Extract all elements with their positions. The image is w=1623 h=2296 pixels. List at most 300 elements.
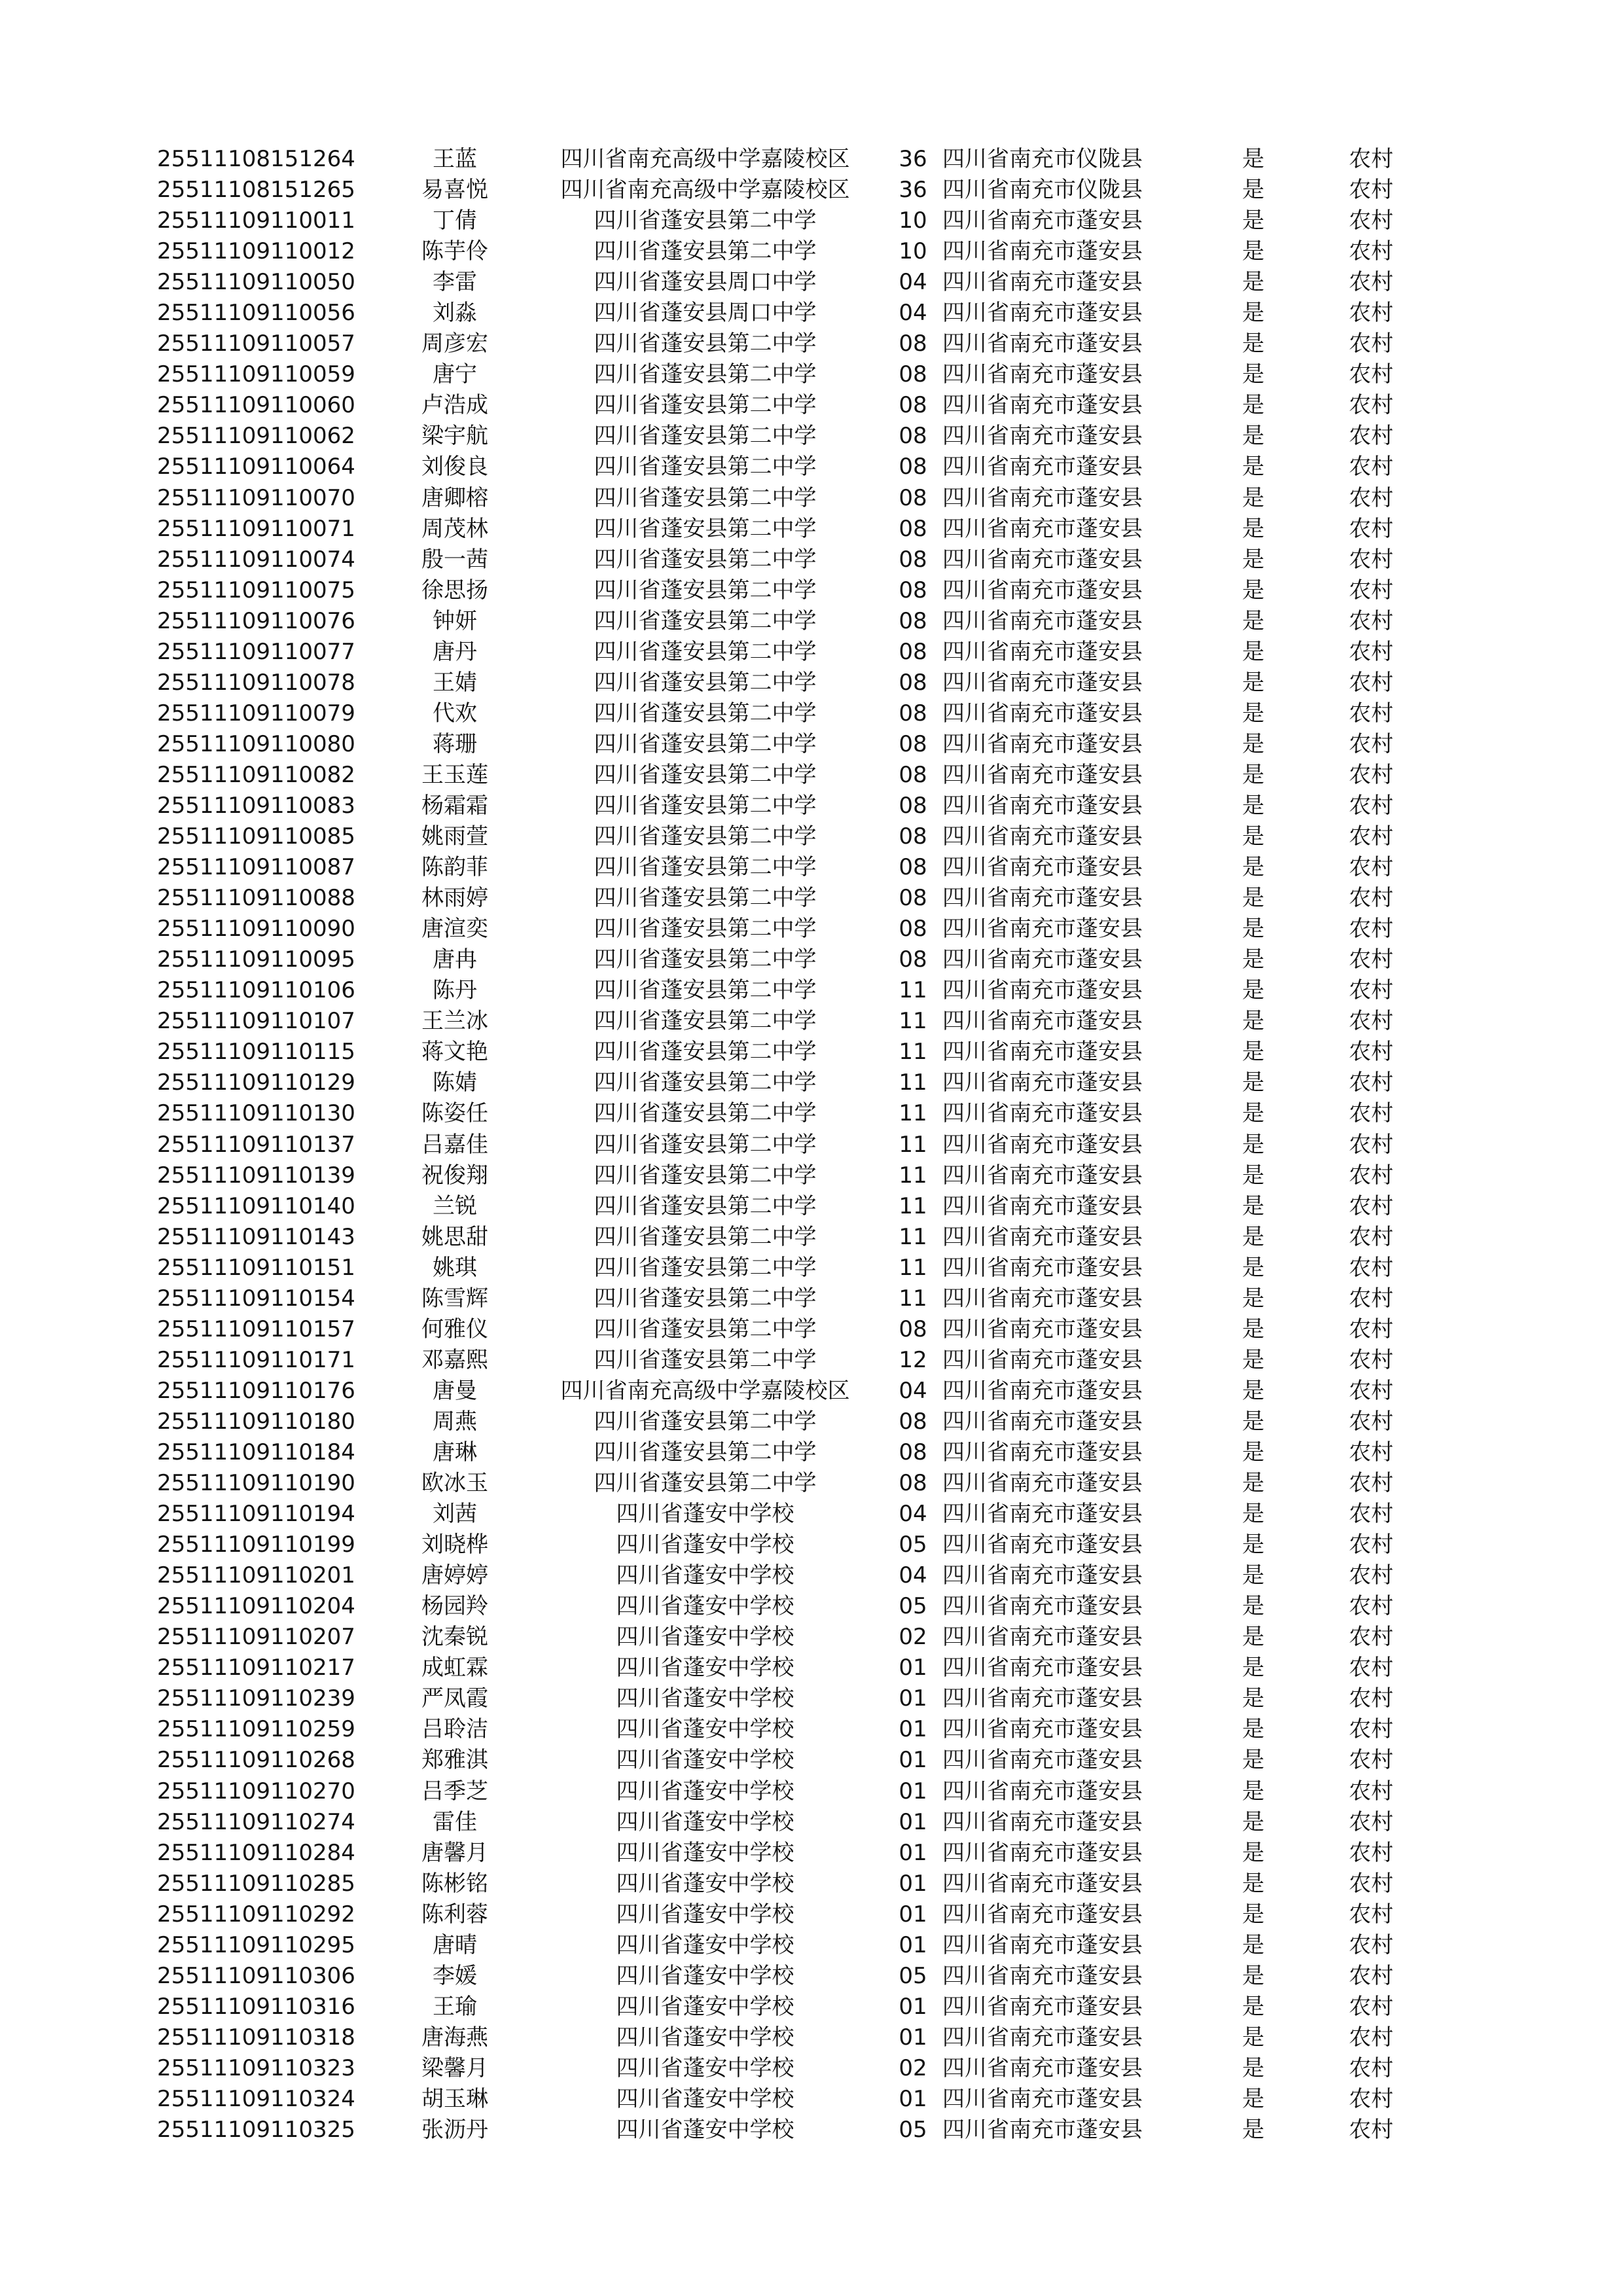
school-cell: 四川省蓬安中学校 — [616, 1808, 794, 1835]
table-row — [157, 1253, 1433, 1283]
region-cell: 四川省南充市蓬安县 — [942, 854, 1143, 881]
exam-number-cell: 25511109110154 — [157, 1285, 355, 1312]
region-cell: 四川省南充市蓬安县 — [942, 1100, 1143, 1127]
exam-number-cell: 25511109110106 — [157, 977, 355, 1004]
student-name-cell: 刘茜 — [433, 1501, 477, 1528]
residence-type-cell: 农村 — [1349, 1931, 1393, 1958]
residence-type-cell: 农村 — [1349, 1747, 1393, 1774]
student-name-cell: 蒋文艳 — [421, 1039, 488, 1066]
student-name-cell: 蒋珊 — [433, 730, 477, 757]
exam-number-cell: 25511109110306 — [157, 1962, 355, 1989]
class-code-cell: 08 — [899, 484, 927, 511]
exam-number-cell: 25511109110070 — [157, 484, 355, 511]
table-row — [157, 1930, 1433, 1961]
residence-type-cell: 农村 — [1349, 1408, 1393, 1435]
exam-number-cell: 25511109110107 — [157, 1008, 355, 1035]
exam-number-cell: 25511109110259 — [157, 1716, 355, 1743]
school-cell: 四川省蓬安县第二中学 — [594, 761, 817, 788]
residence-type-cell: 农村 — [1349, 977, 1393, 1004]
table-row — [157, 668, 1433, 698]
eligibility-cell: 是 — [1242, 177, 1264, 204]
eligibility-cell: 是 — [1242, 515, 1264, 542]
school-cell: 四川省蓬安县第二中学 — [594, 331, 817, 357]
student-name-cell: 唐海燕 — [421, 2024, 488, 2051]
residence-type-cell: 农村 — [1349, 1624, 1393, 1651]
eligibility-cell: 是 — [1242, 1069, 1264, 1096]
student-name-cell: 成虹霖 — [421, 1655, 488, 1681]
student-name-cell: 唐卿榕 — [421, 484, 488, 511]
class-code-cell: 01 — [899, 1901, 927, 1928]
exam-number-cell: 25511109110270 — [157, 1778, 355, 1804]
region-cell: 四川省南充市蓬安县 — [942, 300, 1143, 327]
table-row — [157, 1407, 1433, 1437]
exam-number-cell: 25511109110268 — [157, 1747, 355, 1774]
region-cell: 四川省南充市蓬安县 — [942, 946, 1143, 973]
eligibility-cell: 是 — [1242, 1562, 1264, 1589]
class-code-cell: 08 — [899, 669, 927, 696]
exam-number-cell: 25511109110139 — [157, 1162, 355, 1189]
table-row — [157, 1530, 1433, 1560]
table-row — [157, 1745, 1433, 1776]
residence-type-cell: 农村 — [1349, 515, 1393, 542]
eligibility-cell: 是 — [1242, 1778, 1264, 1804]
school-cell: 四川省蓬安县第二中学 — [594, 885, 817, 912]
region-cell: 四川省南充市蓬安县 — [942, 484, 1143, 511]
school-cell: 四川省蓬安县周口中学 — [594, 269, 817, 296]
class-code-cell: 01 — [899, 1716, 927, 1743]
eligibility-cell: 是 — [1242, 423, 1264, 450]
school-cell: 四川省蓬安县第二中学 — [594, 454, 817, 480]
region-cell: 四川省南充市蓬安县 — [942, 1562, 1143, 1589]
eligibility-cell: 是 — [1242, 1346, 1264, 1373]
residence-type-cell: 农村 — [1349, 793, 1393, 819]
region-cell: 四川省南充市蓬安县 — [942, 1624, 1143, 1651]
table-row — [157, 821, 1433, 852]
eligibility-cell: 是 — [1242, 146, 1264, 173]
table-row — [157, 2053, 1433, 2084]
class-code-cell: 11 — [899, 1069, 927, 1096]
school-cell: 四川省蓬安中学校 — [616, 1562, 794, 1589]
eligibility-cell: 是 — [1242, 2024, 1264, 2051]
school-cell: 四川省蓬安中学校 — [616, 2085, 794, 2112]
eligibility-cell: 是 — [1242, 793, 1264, 819]
table-row — [157, 944, 1433, 975]
table-row — [157, 452, 1433, 482]
residence-type-cell: 农村 — [1349, 1901, 1393, 1928]
residence-type-cell: 农村 — [1349, 269, 1393, 296]
student-name-cell: 梁馨月 — [421, 2054, 488, 2081]
table-row — [157, 1714, 1433, 1745]
school-cell: 四川省蓬安县第二中学 — [594, 1008, 817, 1035]
table-row — [157, 760, 1433, 791]
school-cell: 四川省南充高级中学嘉陵校区 — [560, 146, 850, 173]
residence-type-cell: 农村 — [1349, 1069, 1393, 1096]
eligibility-cell: 是 — [1242, 700, 1264, 726]
region-cell: 四川省南充市蓬安县 — [942, 1685, 1143, 1712]
school-cell: 四川省蓬安中学校 — [616, 2024, 794, 2051]
exam-number-cell: 25511109110324 — [157, 2085, 355, 2112]
class-code-cell: 08 — [899, 638, 927, 665]
class-code-cell: 08 — [899, 1408, 927, 1435]
exam-number-cell: 25511109110323 — [157, 2054, 355, 2081]
school-cell: 四川省南充高级中学嘉陵校区 — [560, 177, 850, 204]
class-code-cell: 01 — [899, 1870, 927, 1897]
student-name-cell: 易喜悦 — [421, 177, 488, 204]
student-name-cell: 代欢 — [433, 700, 477, 726]
table-row — [157, 1499, 1433, 1530]
class-code-cell: 08 — [899, 361, 927, 388]
school-cell: 四川省蓬安县第二中学 — [594, 1039, 817, 1066]
school-cell: 四川省蓬安中学校 — [616, 1931, 794, 1958]
exam-number-cell: 25511109110085 — [157, 823, 355, 850]
school-cell: 四川省蓬安中学校 — [616, 1501, 794, 1528]
region-cell: 四川省南充市蓬安县 — [942, 1839, 1143, 1866]
region-cell: 四川省南充市蓬安县 — [942, 546, 1143, 573]
region-cell: 四川省南充市蓬安县 — [942, 2024, 1143, 2051]
school-cell: 四川省蓬安中学校 — [616, 1993, 794, 2020]
table-row — [157, 2084, 1433, 2115]
student-name-cell: 唐曼 — [433, 1377, 477, 1404]
eligibility-cell: 是 — [1242, 1254, 1264, 1281]
eligibility-cell: 是 — [1242, 1439, 1264, 1465]
region-cell: 四川省南充市蓬安县 — [942, 1747, 1143, 1774]
table-row — [157, 1838, 1433, 1869]
exam-number-cell: 25511109110078 — [157, 669, 355, 696]
student-name-cell: 周燕 — [433, 1408, 477, 1435]
eligibility-cell: 是 — [1242, 1685, 1264, 1712]
school-cell: 四川省蓬安中学校 — [616, 1593, 794, 1620]
class-code-cell: 01 — [899, 1655, 927, 1681]
eligibility-cell: 是 — [1242, 977, 1264, 1004]
residence-type-cell: 农村 — [1349, 177, 1393, 204]
school-cell: 四川省蓬安县第二中学 — [594, 793, 817, 819]
class-code-cell: 01 — [899, 1685, 927, 1712]
residence-type-cell: 农村 — [1349, 638, 1393, 665]
table-row — [157, 1191, 1433, 1222]
student-name-cell: 陈姿任 — [421, 1100, 488, 1127]
student-name-cell: 唐馨月 — [421, 1839, 488, 1866]
eligibility-cell: 是 — [1242, 885, 1264, 912]
region-cell: 四川省南充市蓬安县 — [942, 977, 1143, 1004]
school-cell: 四川省蓬安县第二中学 — [594, 515, 817, 542]
residence-type-cell: 农村 — [1349, 1377, 1393, 1404]
class-code-cell: 05 — [899, 1962, 927, 1989]
residence-type-cell: 农村 — [1349, 730, 1393, 757]
school-cell: 四川省蓬安县第二中学 — [594, 423, 817, 450]
table-row — [157, 1560, 1433, 1591]
eligibility-cell: 是 — [1242, 1131, 1264, 1158]
student-name-cell: 刘晓桦 — [421, 1532, 488, 1558]
exam-number-cell: 25511109110285 — [157, 1870, 355, 1897]
student-name-cell: 王婧 — [433, 669, 477, 696]
class-code-cell: 08 — [899, 854, 927, 881]
region-cell: 四川省南充市蓬安县 — [942, 885, 1143, 912]
school-cell: 四川省蓬安县第二中学 — [594, 1254, 817, 1281]
eligibility-cell: 是 — [1242, 1100, 1264, 1127]
school-cell: 四川省蓬安县第二中学 — [594, 1470, 817, 1497]
school-cell: 四川省蓬安中学校 — [616, 1624, 794, 1651]
table-row — [157, 1961, 1433, 1992]
exam-number-cell: 25511109110143 — [157, 1223, 355, 1250]
table-row — [157, 2115, 1433, 2145]
table-row — [157, 975, 1433, 1006]
student-name-cell: 陈彬铭 — [421, 1870, 488, 1897]
school-cell: 四川省蓬安中学校 — [616, 1532, 794, 1558]
student-name-cell: 李媛 — [433, 1962, 477, 1989]
region-cell: 四川省南充市蓬安县 — [942, 269, 1143, 296]
class-code-cell: 11 — [899, 1193, 927, 1219]
school-cell: 四川省蓬安中学校 — [616, 1962, 794, 1989]
exam-number-cell: 25511109110059 — [157, 361, 355, 388]
region-cell: 四川省南充市仪陇县 — [942, 146, 1143, 173]
region-cell: 四川省南充市蓬安县 — [942, 761, 1143, 788]
student-name-cell: 林雨婷 — [421, 885, 488, 912]
eligibility-cell: 是 — [1242, 1870, 1264, 1897]
school-cell: 四川省蓬安县第二中学 — [594, 1285, 817, 1312]
student-name-cell: 唐丹 — [433, 638, 477, 665]
residence-type-cell: 农村 — [1349, 1532, 1393, 1558]
exam-number-cell: 25511109110284 — [157, 1839, 355, 1866]
table-row — [157, 1591, 1433, 1622]
class-code-cell: 08 — [899, 331, 927, 357]
table-row — [157, 545, 1433, 575]
class-code-cell: 04 — [899, 1562, 927, 1589]
class-code-cell: 10 — [899, 207, 927, 234]
residence-type-cell: 农村 — [1349, 207, 1393, 234]
exam-number-cell: 25511109110151 — [157, 1254, 355, 1281]
class-code-cell: 01 — [899, 1808, 927, 1835]
exam-number-cell: 25511109110129 — [157, 1069, 355, 1096]
eligibility-cell: 是 — [1242, 1593, 1264, 1620]
student-name-cell: 陈雪辉 — [421, 1285, 488, 1312]
region-cell: 四川省南充市蓬安县 — [942, 361, 1143, 388]
eligibility-cell: 是 — [1242, 1470, 1264, 1497]
class-code-cell: 01 — [899, 2085, 927, 2112]
region-cell: 四川省南充市蓬安县 — [942, 1377, 1143, 1404]
exam-number-cell: 25511109110292 — [157, 1901, 355, 1928]
table-row — [157, 359, 1433, 390]
region-cell: 四川省南充市蓬安县 — [942, 1008, 1143, 1035]
exam-number-cell: 25511109110207 — [157, 1624, 355, 1651]
school-cell: 四川省蓬安县第二中学 — [594, 1162, 817, 1189]
region-cell: 四川省南充市蓬安县 — [942, 392, 1143, 419]
region-cell: 四川省南充市蓬安县 — [942, 1901, 1143, 1928]
residence-type-cell: 农村 — [1349, 1593, 1393, 1620]
eligibility-cell: 是 — [1242, 2085, 1264, 2112]
exam-number-cell: 25511109110088 — [157, 885, 355, 912]
student-name-cell: 陈利蓉 — [421, 1901, 488, 1928]
region-cell: 四川省南充市蓬安县 — [942, 1808, 1143, 1835]
eligibility-cell: 是 — [1242, 300, 1264, 327]
table-row — [157, 1899, 1433, 1930]
table-row — [157, 1067, 1433, 1098]
region-cell: 四川省南充市蓬安县 — [942, 577, 1143, 603]
school-cell: 四川省蓬安县第二中学 — [594, 823, 817, 850]
residence-type-cell: 农村 — [1349, 1962, 1393, 1989]
school-cell: 四川省蓬安县第二中学 — [594, 1316, 817, 1342]
region-cell: 四川省南充市蓬安县 — [942, 1346, 1143, 1373]
table-row — [157, 483, 1433, 514]
region-cell: 四川省南充市蓬安县 — [942, 1655, 1143, 1681]
table-row — [157, 1992, 1433, 2022]
student-name-cell: 张沥丹 — [421, 2117, 488, 2144]
exam-number-cell: 25511109110079 — [157, 700, 355, 726]
class-code-cell: 08 — [899, 761, 927, 788]
class-code-cell: 11 — [899, 1039, 927, 1066]
eligibility-cell: 是 — [1242, 669, 1264, 696]
student-name-cell: 欧冰玉 — [421, 1470, 488, 1497]
school-cell: 四川省蓬安县第二中学 — [594, 484, 817, 511]
exam-number-cell: 25511109110012 — [157, 238, 355, 265]
exam-number-cell: 25511109110071 — [157, 515, 355, 542]
residence-type-cell: 农村 — [1349, 823, 1393, 850]
region-cell: 四川省南充市蓬安县 — [942, 1778, 1143, 1804]
residence-type-cell: 农村 — [1349, 1008, 1393, 1035]
region-cell: 四川省南充市蓬安县 — [942, 515, 1143, 542]
student-name-cell: 唐婷婷 — [421, 1562, 488, 1589]
residence-type-cell: 农村 — [1349, 1993, 1393, 2020]
school-cell: 四川省蓬安县第二中学 — [594, 916, 817, 942]
class-code-cell: 08 — [899, 823, 927, 850]
roster-table — [157, 144, 1433, 2145]
exam-number-cell: 25511109110325 — [157, 2117, 355, 2144]
class-code-cell: 05 — [899, 1532, 927, 1558]
table-row — [157, 1776, 1433, 1806]
school-cell: 四川省蓬安县第二中学 — [594, 607, 817, 634]
region-cell: 四川省南充市蓬安县 — [942, 1316, 1143, 1342]
exam-number-cell: 25511109110194 — [157, 1501, 355, 1528]
residence-type-cell: 农村 — [1349, 300, 1393, 327]
residence-type-cell: 农村 — [1349, 607, 1393, 634]
eligibility-cell: 是 — [1242, 1285, 1264, 1312]
table-row — [157, 729, 1433, 760]
student-name-cell: 胡玉琳 — [421, 2085, 488, 2112]
school-cell: 四川省蓬安中学校 — [616, 2117, 794, 2144]
eligibility-cell: 是 — [1242, 392, 1264, 419]
table-row — [157, 144, 1433, 175]
student-name-cell: 李雷 — [433, 269, 477, 296]
eligibility-cell: 是 — [1242, 761, 1264, 788]
exam-number-cell: 25511109110217 — [157, 1655, 355, 1681]
school-cell: 四川省蓬安县第二中学 — [594, 1131, 817, 1158]
exam-number-cell: 25511109110157 — [157, 1316, 355, 1342]
eligibility-cell: 是 — [1242, 1716, 1264, 1743]
eligibility-cell: 是 — [1242, 730, 1264, 757]
class-code-cell: 04 — [899, 269, 927, 296]
residence-type-cell: 农村 — [1349, 1808, 1393, 1835]
exam-number-cell: 25511109110074 — [157, 546, 355, 573]
school-cell: 四川省蓬安县第二中学 — [594, 1193, 817, 1219]
school-cell: 四川省蓬安县第二中学 — [594, 700, 817, 726]
region-cell: 四川省南充市蓬安县 — [942, 2054, 1143, 2081]
eligibility-cell: 是 — [1242, 1993, 1264, 2020]
residence-type-cell: 农村 — [1349, 1685, 1393, 1712]
class-code-cell: 08 — [899, 577, 927, 603]
school-cell: 四川省蓬安中学校 — [616, 2054, 794, 2081]
student-name-cell: 刘俊良 — [421, 454, 488, 480]
school-cell: 四川省蓬安县第二中学 — [594, 361, 817, 388]
student-name-cell: 姚雨萱 — [421, 823, 488, 850]
table-row — [157, 698, 1433, 729]
table-row — [157, 637, 1433, 668]
school-cell: 四川省蓬安县第二中学 — [594, 1223, 817, 1250]
eligibility-cell: 是 — [1242, 577, 1264, 603]
table-row — [157, 1314, 1433, 1345]
exam-number-cell: 25511109110274 — [157, 1808, 355, 1835]
exam-number-cell: 25511109110087 — [157, 854, 355, 881]
class-code-cell: 01 — [899, 1931, 927, 1958]
school-cell: 四川省蓬安县第二中学 — [594, 946, 817, 973]
region-cell: 四川省南充市蓬安县 — [942, 700, 1143, 726]
region-cell: 四川省南充市蓬安县 — [942, 331, 1143, 357]
school-cell: 四川省蓬安县第二中学 — [594, 392, 817, 419]
table-row — [157, 2022, 1433, 2053]
class-code-cell: 01 — [899, 1993, 927, 2020]
school-cell: 四川省蓬安县第二中学 — [594, 1100, 817, 1127]
school-cell: 四川省蓬安中学校 — [616, 1685, 794, 1712]
table-row — [157, 791, 1433, 821]
region-cell: 四川省南充市蓬安县 — [942, 1162, 1143, 1189]
student-name-cell: 祝俊翔 — [421, 1162, 488, 1189]
residence-type-cell: 农村 — [1349, 238, 1393, 265]
class-code-cell: 11 — [899, 1162, 927, 1189]
student-name-cell: 兰锐 — [433, 1193, 477, 1219]
student-name-cell: 唐晴 — [433, 1931, 477, 1958]
residence-type-cell: 农村 — [1349, 1223, 1393, 1250]
student-name-cell: 梁宇航 — [421, 423, 488, 450]
residence-type-cell: 农村 — [1349, 1100, 1393, 1127]
class-code-cell: 04 — [899, 1501, 927, 1528]
eligibility-cell: 是 — [1242, 1039, 1264, 1066]
eligibility-cell: 是 — [1242, 1839, 1264, 1866]
class-code-cell: 08 — [899, 916, 927, 942]
school-cell: 四川省蓬安县第二中学 — [594, 854, 817, 881]
exam-number-cell: 25511109110083 — [157, 793, 355, 819]
student-name-cell: 徐思扬 — [421, 577, 488, 603]
exam-number-cell: 25511109110190 — [157, 1470, 355, 1497]
exam-number-cell: 25511109110082 — [157, 761, 355, 788]
student-name-cell: 吕聆洁 — [421, 1716, 488, 1743]
eligibility-cell: 是 — [1242, 2117, 1264, 2144]
table-row — [157, 575, 1433, 606]
student-name-cell: 雷佳 — [433, 1808, 477, 1835]
school-cell: 四川省蓬安中学校 — [616, 1655, 794, 1681]
table-row — [157, 236, 1433, 267]
exam-number-cell: 25511109110076 — [157, 607, 355, 634]
school-cell: 四川省蓬安中学校 — [616, 1747, 794, 1774]
region-cell: 四川省南充市蓬安县 — [942, 1069, 1143, 1096]
residence-type-cell: 农村 — [1349, 1346, 1393, 1373]
eligibility-cell: 是 — [1242, 916, 1264, 942]
exam-number-cell: 25511109110318 — [157, 2024, 355, 2051]
region-cell: 四川省南充市蓬安县 — [942, 1131, 1143, 1158]
eligibility-cell: 是 — [1242, 1532, 1264, 1558]
table-row — [157, 852, 1433, 883]
residence-type-cell: 农村 — [1349, 1254, 1393, 1281]
eligibility-cell: 是 — [1242, 1223, 1264, 1250]
student-name-cell: 王玉莲 — [421, 761, 488, 788]
class-code-cell: 05 — [899, 2117, 927, 2144]
class-code-cell: 08 — [899, 730, 927, 757]
exam-number-cell: 25511109110075 — [157, 577, 355, 603]
residence-type-cell: 农村 — [1349, 916, 1393, 942]
table-row — [157, 298, 1433, 329]
class-code-cell: 08 — [899, 885, 927, 912]
table-row — [157, 329, 1433, 359]
eligibility-cell: 是 — [1242, 854, 1264, 881]
region-cell: 四川省南充市蓬安县 — [942, 2117, 1143, 2144]
table-row — [157, 1037, 1433, 1067]
